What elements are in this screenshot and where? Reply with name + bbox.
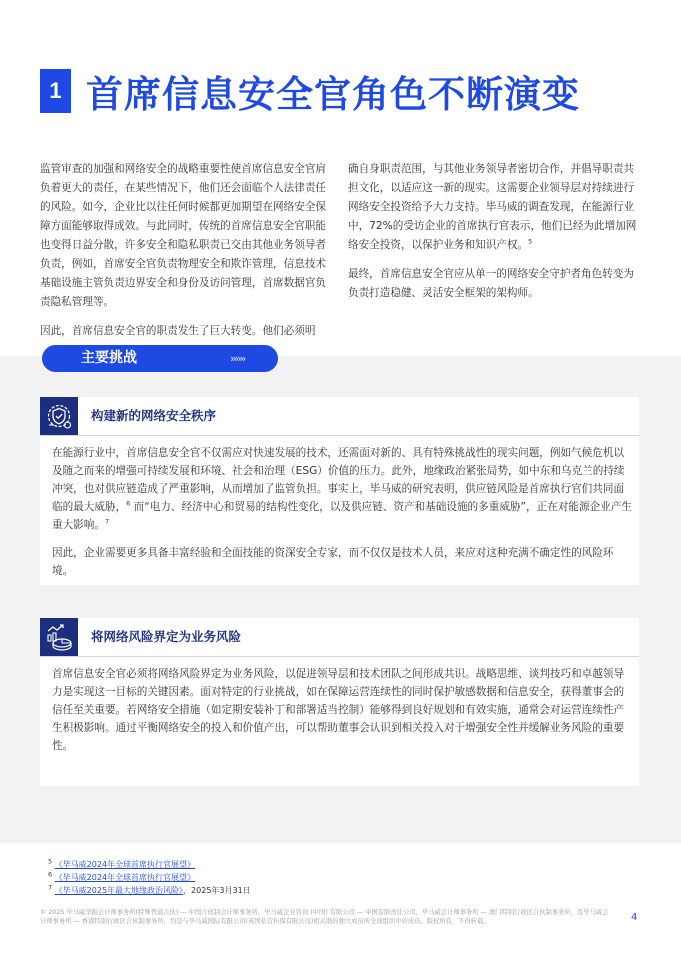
footnote-number: 6 <box>48 870 53 879</box>
challenge-card <box>40 397 639 585</box>
section-number-badge: 1 <box>40 69 71 113</box>
challenges-heading: 主要挑战 <box>81 350 137 366</box>
footnote-link[interactable]: 《毕马威2024年全球首席执行官展望》 <box>54 873 196 882</box>
footnote-link[interactable]: 《毕马威2025年最大地缘政治风险》 <box>54 886 184 895</box>
footnote-number: 7 <box>48 883 53 892</box>
intro-paragraph: 最终，首席信息安全官应从单一的网络安全守护者角色转变为负责打造稳健、灵活安全框架的架构师。 <box>348 268 635 299</box>
card-paragraph <box>52 444 632 534</box>
intro-paragraph: 监管审查的加强和网络安全的战略重要性使首席信息安全官肩负着更大的责任，在某些情况下，他们还会面临个人法律责任的风险。如今，企业比以往任何时候都更加期望在网络安全保障方面能够取得成效。与此同时，传统的首席信息安全官职能也变得日益分散，许多安全和隐私职责已交由其他业务领导者负责，例如，首席安全官负责物理安全和欺诈管理，信息技术基础设施主管负责边界安全和身份及访问管理，首席数据官负责隐私管理等。 <box>40 163 327 308</box>
shield-gear-icon <box>40 397 78 435</box>
risk-chart-icon <box>40 618 78 656</box>
intro-paragraph: 因此，首席信息安全官的职责发生了巨大转变。他们必须明 <box>40 325 316 337</box>
intro-right-column <box>348 160 640 313</box>
card-title: 构建新的网络安全秩序 <box>91 408 217 423</box>
card-title: 将网络风险界定为业务风险 <box>91 629 242 644</box>
intro-paragraph <box>348 160 640 255</box>
footnote-ref: 7 <box>104 517 110 526</box>
card-paragraph-text: 在能源行业中，首席信息安全官不仅需应对快速发展的技术，还需面对新的、具有特殊挑战性的现实问题，例如气候危机以及随之而来的增强可持续发展和环境、社会和治理（ESG）价值的压力。此外，地缘政治紧张局势，如中东和乌克兰的持续冲突，也对供应链造成了严重影响，从而增加了监管负担。事实上，毕马威的研究表明，供应链风险是首席执行官们共同面临的最大威胁， <box>52 447 625 513</box>
footnote <box>48 870 196 883</box>
page-title: 首席信息安全官角色不断演变 <box>86 73 580 116</box>
card-header <box>40 397 639 436</box>
footnote-date: ，2025年3月31日 <box>183 886 251 895</box>
intro-left-column <box>40 160 332 351</box>
footnote <box>48 883 251 896</box>
footnote-ref: 5 <box>528 237 533 246</box>
footnote <box>48 857 196 870</box>
footnote-number: 5 <box>48 857 53 866</box>
challenge-card <box>40 618 639 786</box>
section-title <box>40 64 580 118</box>
legal-notice: © 2025 毕马威华振会计师事务所(特殊普通合伙) — 中国合伙制会计师事务所，毕马威企业咨询 (中国) 有限公司 — 中国有限责任公司，毕马威会计师事务所 — 澳门特别行政区合伙制事务所，及毕马威会计师事务所 — 香港特别行政区合伙制事务所，均是与毕马威国际有限公司(英国私营担保有限公司)相关联的独立成员所全球组织中的成员。版权所有，不得转载。 <box>40 909 609 925</box>
page-number: 4 <box>631 912 638 923</box>
card-body <box>52 444 632 590</box>
card-paragraph: 因此，企业需要更多具备丰富经验和全面技能的资深安全专家，而不仅仅是技术人员，来应对这种充满不确定性的风险环境。 <box>52 547 614 577</box>
card-body <box>52 665 632 765</box>
footnote-ref: 6 <box>126 499 131 508</box>
intro-paragraph-text: 确自身职责范围，与其他业务领导者密切合作，并倡导职责共担文化，以适应这一新的现实。这需要企业领导层对持续进行网络安全投资给予大力支持。毕马威的调查发现，在能源行业中，72%的受访企业的首席执行官表示，他们已经为此增加网络安全投资，以保护业务和知识产权。 <box>348 163 637 251</box>
chevron-arrows-icon: ›››››› <box>230 352 245 365</box>
card-paragraph-text: 而“电力、经济中心和贸易的结构性变化，以及供应链、资产和基础设施的多重威胁”，正在对能源企业产生重大影响。 <box>52 501 632 531</box>
footnote-link[interactable]: 《毕马威2024年全球首席执行官展望》 <box>54 860 196 869</box>
card-header <box>40 618 639 657</box>
challenges-heading-pill <box>42 345 278 372</box>
card-paragraph: 首席信息安全官必须将网络风险界定为业务风险，以促进领导层和技术团队之间形成共识。战略思维、谈判技巧和卓越领导力是实现这一目标的关键因素。面对特定的行业挑战，如在保障运营连续性的同时保护敏感数据和信息安全，获得董事会的信任至关重要。若网络安全措施（如定期安装补丁和部署适当控制）能够得到良好规划和有效实施，通常会对运营连续性产生积极影响。通过平衡网络安全的投入和价值产出，可以帮助董事会认识到相关投入对于增强安全性并缓解业务风险的重要性。 <box>52 668 625 752</box>
